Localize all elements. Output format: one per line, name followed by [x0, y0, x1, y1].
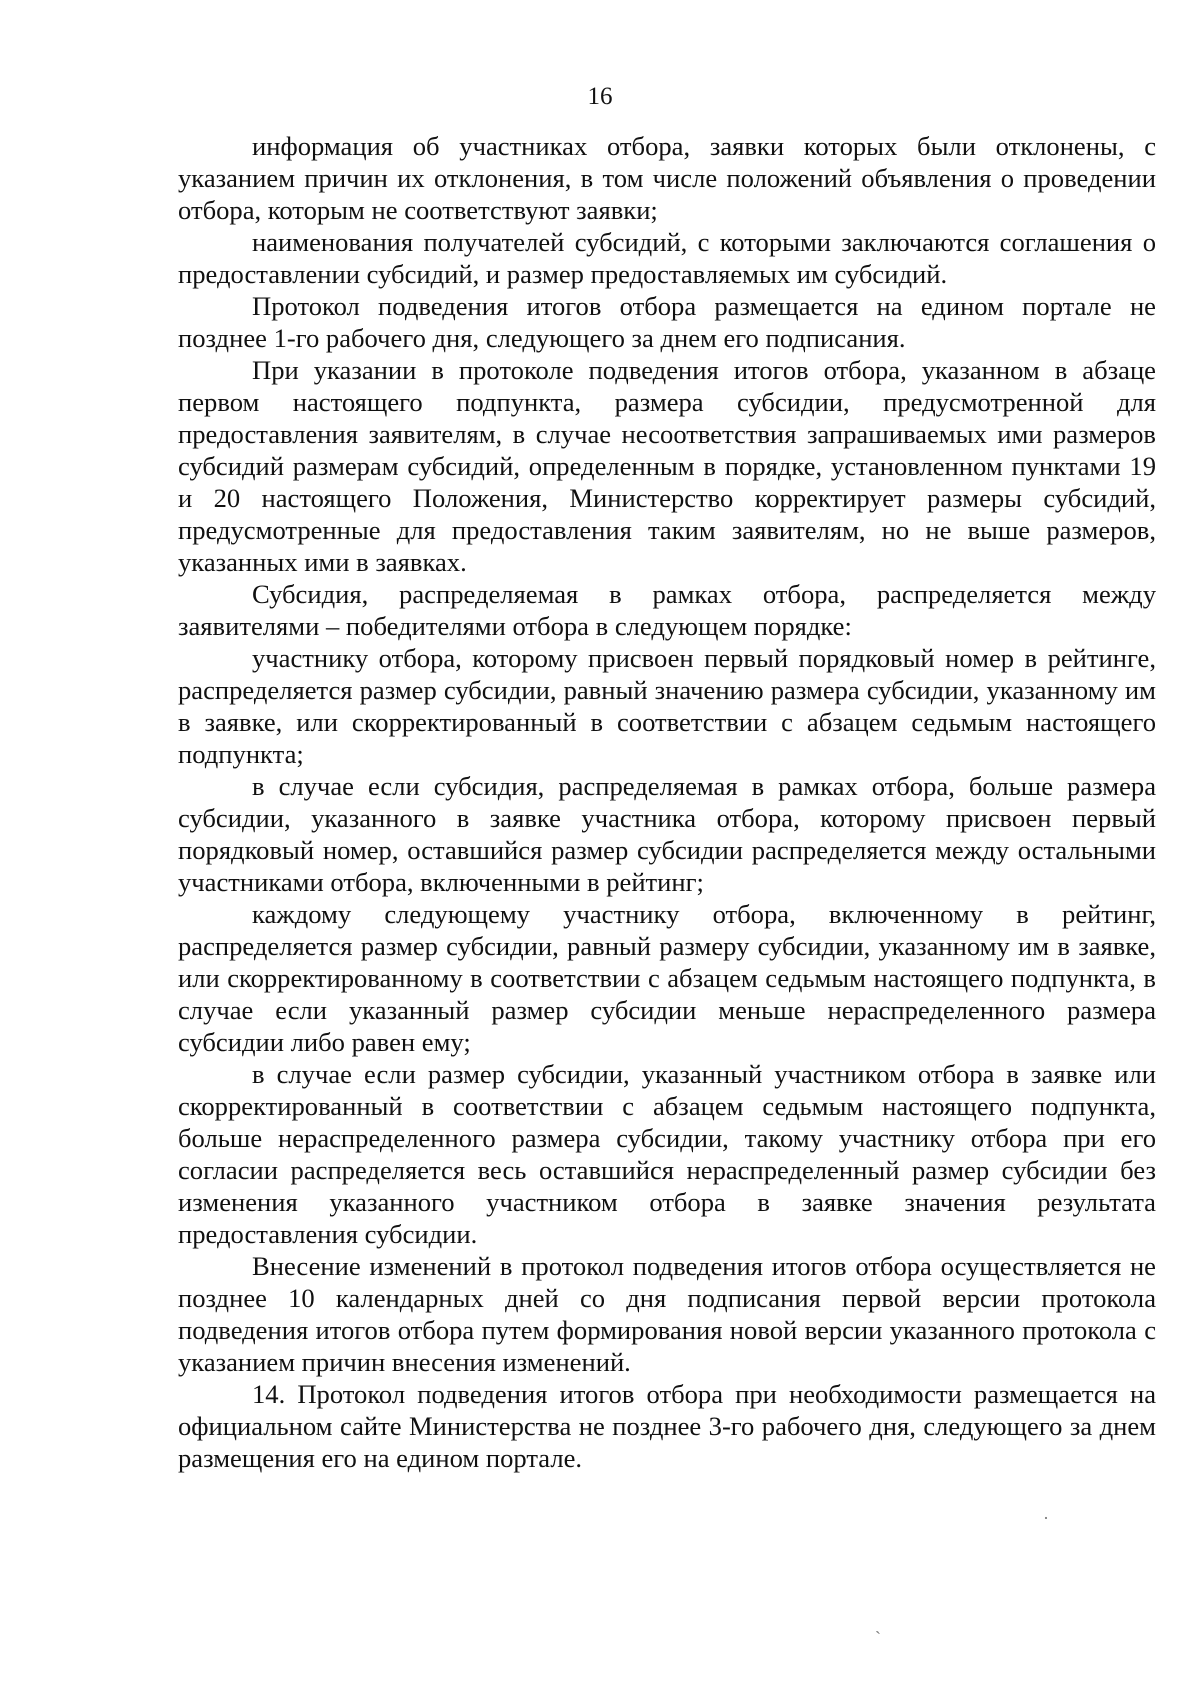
paragraph-protocol-placement: Протокол подведения итогов отбора размещается на едином портале не позднее 1-го рабочего дня, следующего за днем его подписания. [178, 291, 1156, 353]
page-number: 16 [587, 83, 613, 110]
paragraph-subsidy-correction: При указании в протоколе подведения итогов отбора, указанном в абзаце первом настоящего подпункта, размера субсидии, предусмотренной для предоставления заявителям, в случае несоответствия запрашиваемых ими размеров субсидий размерам субсидий, определенным в порядке, установленном пунктами 19 и 20 настоящего Положения, Министерство корректирует размеры субсидий, предусмотренные для предоставления таким заявителям, но не выше размеров, указанных ими в заявках. [178, 355, 1156, 577]
scan-tick-mark: ˏ [875, 1614, 881, 1634]
scan-dot-mark: · [1043, 1508, 1049, 1528]
paragraph-item-14: 14. Протокол подведения итогов отбора при необходимости размещается на официальном сайте Министерства не позднее 3-го рабочего дня, следующего за днем размещения его на едином портале. [178, 1379, 1156, 1473]
paragraph-remaining-distribution: в случае если субсидия, распределяемая в рамках отбора, больше размера субсидии, указанного в заявке участника отбора, которому присвоен первый порядковый номер, оставшийся размер субсидии распределяется между остальными участниками отбора, включенными в рейтинг; [178, 771, 1156, 897]
paragraph-distribution-order: Субсидия, распределяемая в рамках отбора, распределяется между заявителями – победителями отбора в следующем порядке: [178, 579, 1156, 641]
paragraph-remainder-allocation: в случае если размер субсидии, указанный участником отбора в заявке или скорректированный в соответствии с абзацем седьмым настоящего подпункта, больше нераспределенного размера субсидии, такому участнику отбора при его согласии распределяется весь оставшийся нераспределенный размер субсидии без изменения указанного участником отбора в заявке значения результата предоставления субсидии. [178, 1059, 1156, 1249]
paragraph-rejected-participants: информация об участниках отбора, заявки которых были отклонены, с указанием причин их отклонения, в том числе положений объявления о проведении отбора, которым не соответствуют заявки; [178, 131, 1156, 225]
paragraph-protocol-amendments: Внесение изменений в протокол подведения итогов отбора осуществляется не позднее 10 календарных дней со дня подписания первой версии протокола подведения итогов отбора путем формирования новой версии указанного протокола с указанием причин внесения изменений. [178, 1251, 1156, 1377]
paragraph-recipient-names: наименования получателей субсидий, с которыми заключаются соглашения о предоставлении субсидий, и размер предоставляемых им субсидий. [178, 227, 1156, 289]
paragraph-first-participant: участнику отбора, которому присвоен первый порядковый номер в рейтинге, распределяется размер субсидии, равный значению размера субсидии, указанному им в заявке, или скорректированный в соответствии с абзацем седьмым настоящего подпункта; [178, 643, 1156, 769]
document-body [178, 130, 1156, 1474]
paragraph-next-participant: каждому следующему участнику отбора, включенному в рейтинг, распределяется размер субсидии, равный размеру субсидии, указанному им в заявке, или скорректированному в соответствии с абзацем седьмым настоящего подпункта, в случае если указанный размер субсидии меньше нераспределенного размера субсидии либо равен ему; [178, 899, 1156, 1057]
